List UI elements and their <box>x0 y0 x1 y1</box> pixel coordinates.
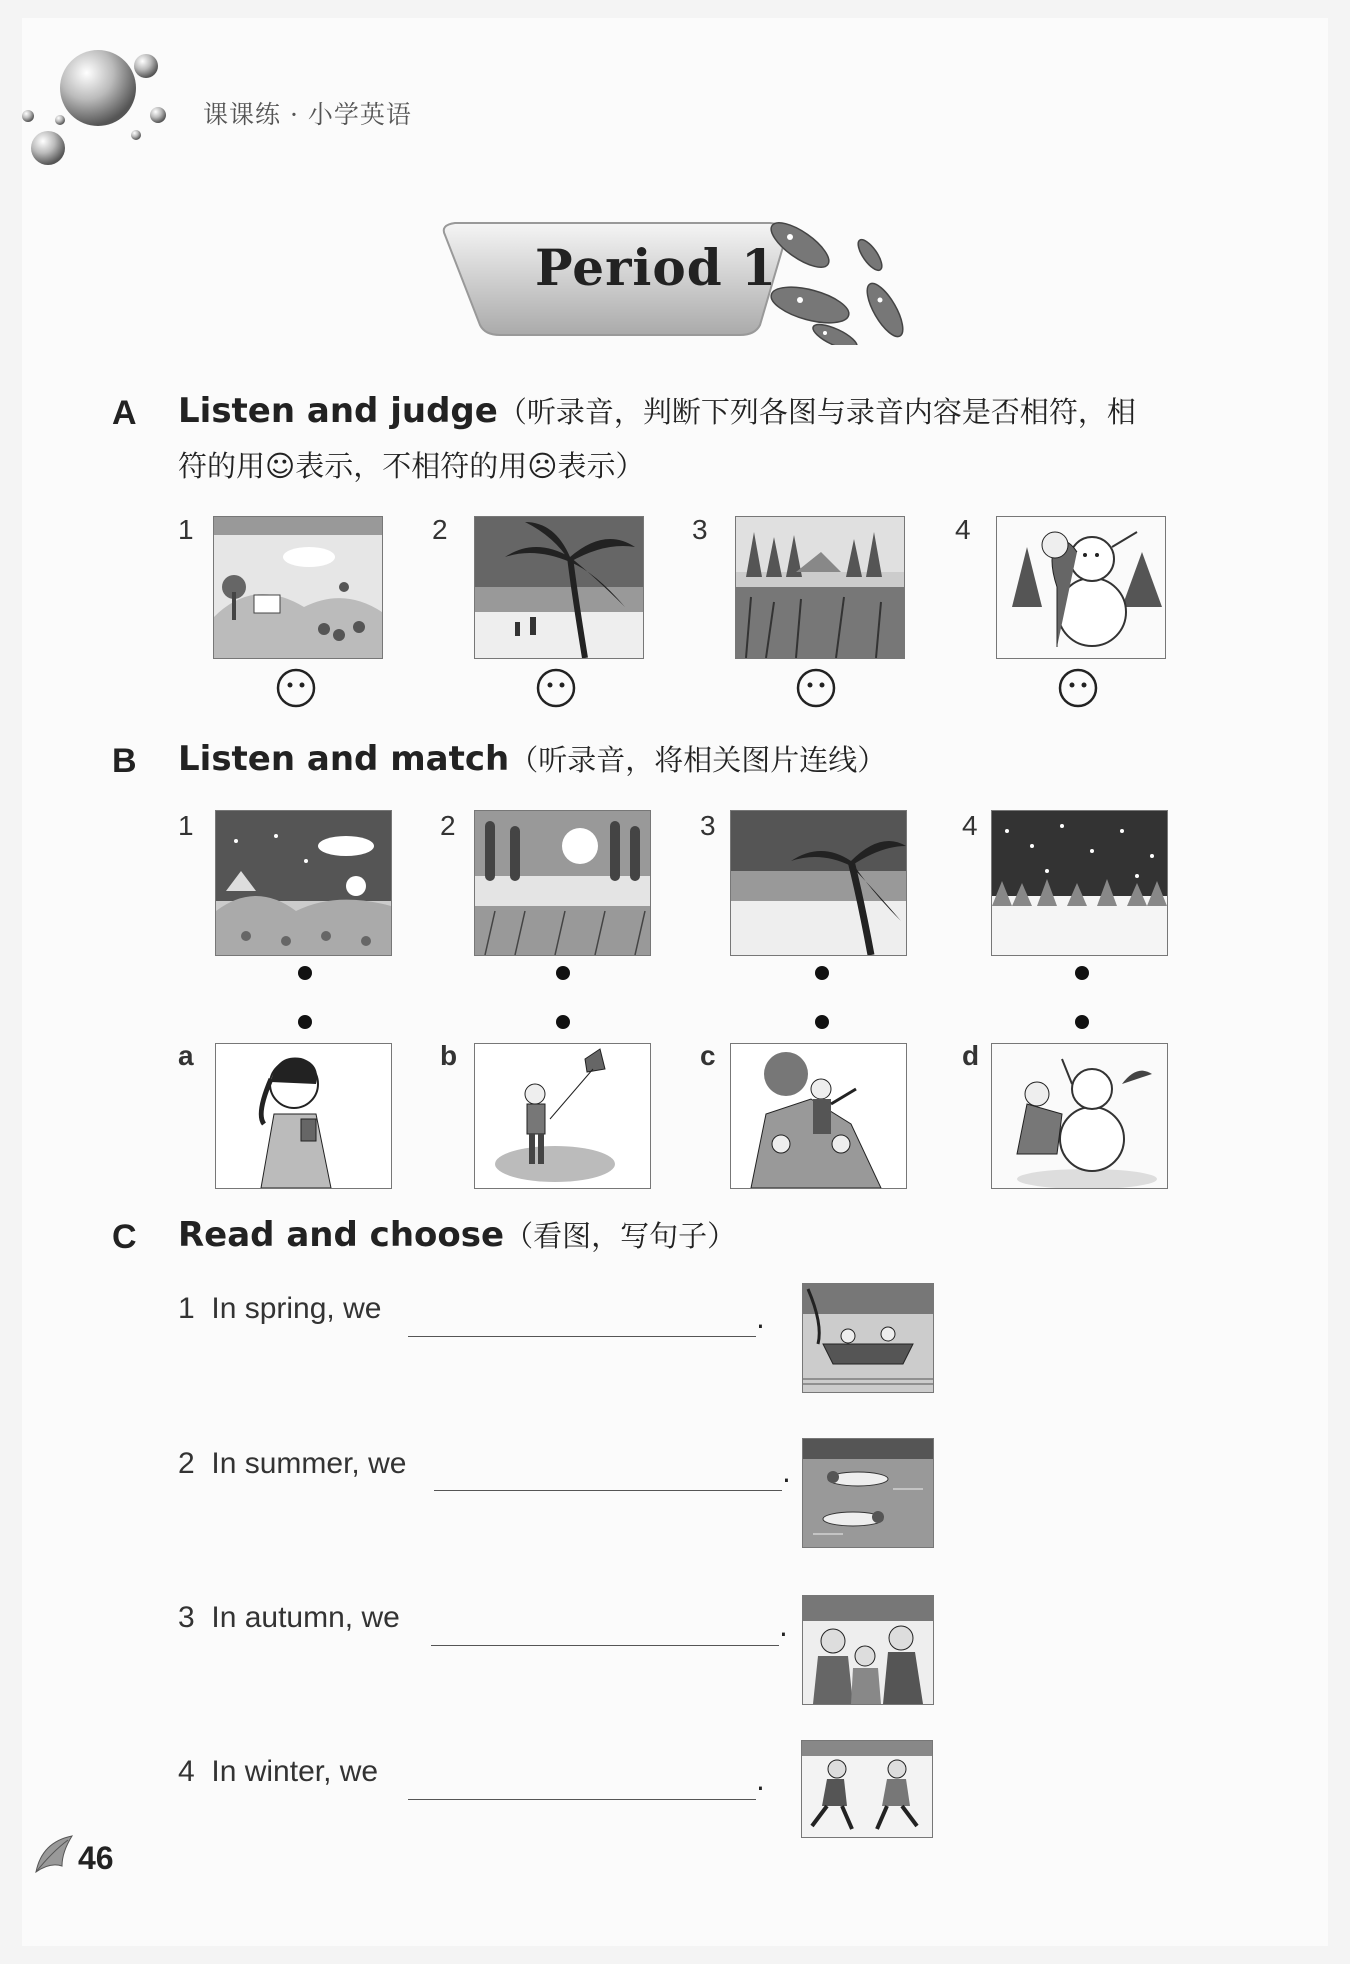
match-dot-top[interactable] <box>1075 966 1089 980</box>
section-c-instruction: （看图，写句子） <box>504 1219 737 1253</box>
section-c-letter: C <box>112 1218 137 1256</box>
section-a-instruction-1: （听录音，判断下列各图与录音内容是否相符，相 <box>497 395 1136 429</box>
c-item-1 <box>178 1292 381 1326</box>
page-title: Period 1 <box>535 238 777 297</box>
c-item-text: In spring, we <box>211 1292 382 1325</box>
leaf-icon <box>32 1832 76 1876</box>
b-top-picture-4 <box>991 810 1168 956</box>
b-bottom-letter: b <box>440 1040 458 1071</box>
c-item-number: 3 <box>178 1601 195 1634</box>
face-icon[interactable] <box>276 668 316 708</box>
c-item-number: 4 <box>178 1755 195 1788</box>
face-icon[interactable] <box>536 668 576 708</box>
match-dot-top[interactable] <box>298 966 312 980</box>
section-a-heading <box>178 390 1136 431</box>
b-top-picture-3 <box>730 810 907 956</box>
c-picture-2 <box>802 1438 934 1548</box>
sentence-period: . <box>756 1302 765 1335</box>
a-item-number: 2 <box>432 514 448 545</box>
c-item-text: In autumn, we <box>211 1601 400 1634</box>
c-picture-3 <box>802 1595 934 1705</box>
a-item-number: 3 <box>692 514 708 545</box>
b-bottom-letter: c <box>700 1040 716 1071</box>
b-top-picture-1 <box>215 810 392 956</box>
c-item-text: In winter, we <box>211 1755 379 1788</box>
c-item-number: 2 <box>178 1447 195 1480</box>
c-item-4 <box>178 1755 378 1789</box>
match-dot-bottom[interactable] <box>1075 1015 1089 1029</box>
c-picture-1 <box>802 1283 934 1393</box>
section-b-heading <box>178 738 886 779</box>
b-top-picture-2 <box>474 810 651 956</box>
a-item-number: 4 <box>955 514 971 545</box>
section-b-instruction: （听录音，将相关图片连线） <box>509 743 887 777</box>
answer-line[interactable] <box>408 1336 756 1337</box>
a-picture-2 <box>474 516 644 659</box>
c-item-3 <box>178 1601 400 1635</box>
c-item-text: In summer, we <box>211 1447 407 1480</box>
match-dot-bottom[interactable] <box>556 1015 570 1029</box>
b-bottom-letter: a <box>178 1040 194 1071</box>
answer-line[interactable] <box>431 1645 779 1646</box>
b-bottom-picture-b <box>474 1043 651 1189</box>
section-a-instruction-2: 符的用☺表示，不相符的用☹表示） <box>178 449 645 483</box>
b-bottom-letter: d <box>962 1040 980 1071</box>
c-picture-4 <box>801 1740 933 1838</box>
sentence-period: . <box>756 1764 765 1797</box>
a-picture-1 <box>213 516 383 659</box>
page-number: 46 <box>78 1840 114 1876</box>
a-item-number: 1 <box>178 514 194 545</box>
c-item-number: 1 <box>178 1292 195 1325</box>
b-top-number: 4 <box>962 810 978 841</box>
b-top-number: 1 <box>178 810 194 841</box>
match-dot-bottom[interactable] <box>298 1015 312 1029</box>
book-title: 课课练 · 小学英语 <box>203 100 412 129</box>
bubbles-decoration <box>18 40 168 170</box>
match-dot-top[interactable] <box>556 966 570 980</box>
a-picture-3 <box>735 516 905 659</box>
answer-line[interactable] <box>408 1799 756 1800</box>
section-a-title: Listen and judge <box>178 391 498 431</box>
b-bottom-picture-d <box>991 1043 1168 1189</box>
a-picture-4 <box>996 516 1166 659</box>
sentence-period: . <box>782 1456 791 1489</box>
match-dot-top[interactable] <box>815 966 829 980</box>
b-bottom-picture-c <box>730 1043 907 1189</box>
section-b-title: Listen and match <box>178 739 510 779</box>
b-top-number: 3 <box>700 810 716 841</box>
face-icon[interactable] <box>1058 668 1098 708</box>
b-top-number: 2 <box>440 810 456 841</box>
section-c-heading <box>178 1214 736 1255</box>
section-b-letter: B <box>112 742 137 780</box>
sentence-period: . <box>779 1610 788 1643</box>
section-a-letter: A <box>112 394 137 432</box>
section-c-title: Read and choose <box>178 1215 505 1255</box>
face-icon[interactable] <box>796 668 836 708</box>
answer-line[interactable] <box>434 1490 782 1491</box>
b-bottom-picture-a <box>215 1043 392 1189</box>
c-item-2 <box>178 1447 406 1481</box>
match-dot-bottom[interactable] <box>815 1015 829 1029</box>
